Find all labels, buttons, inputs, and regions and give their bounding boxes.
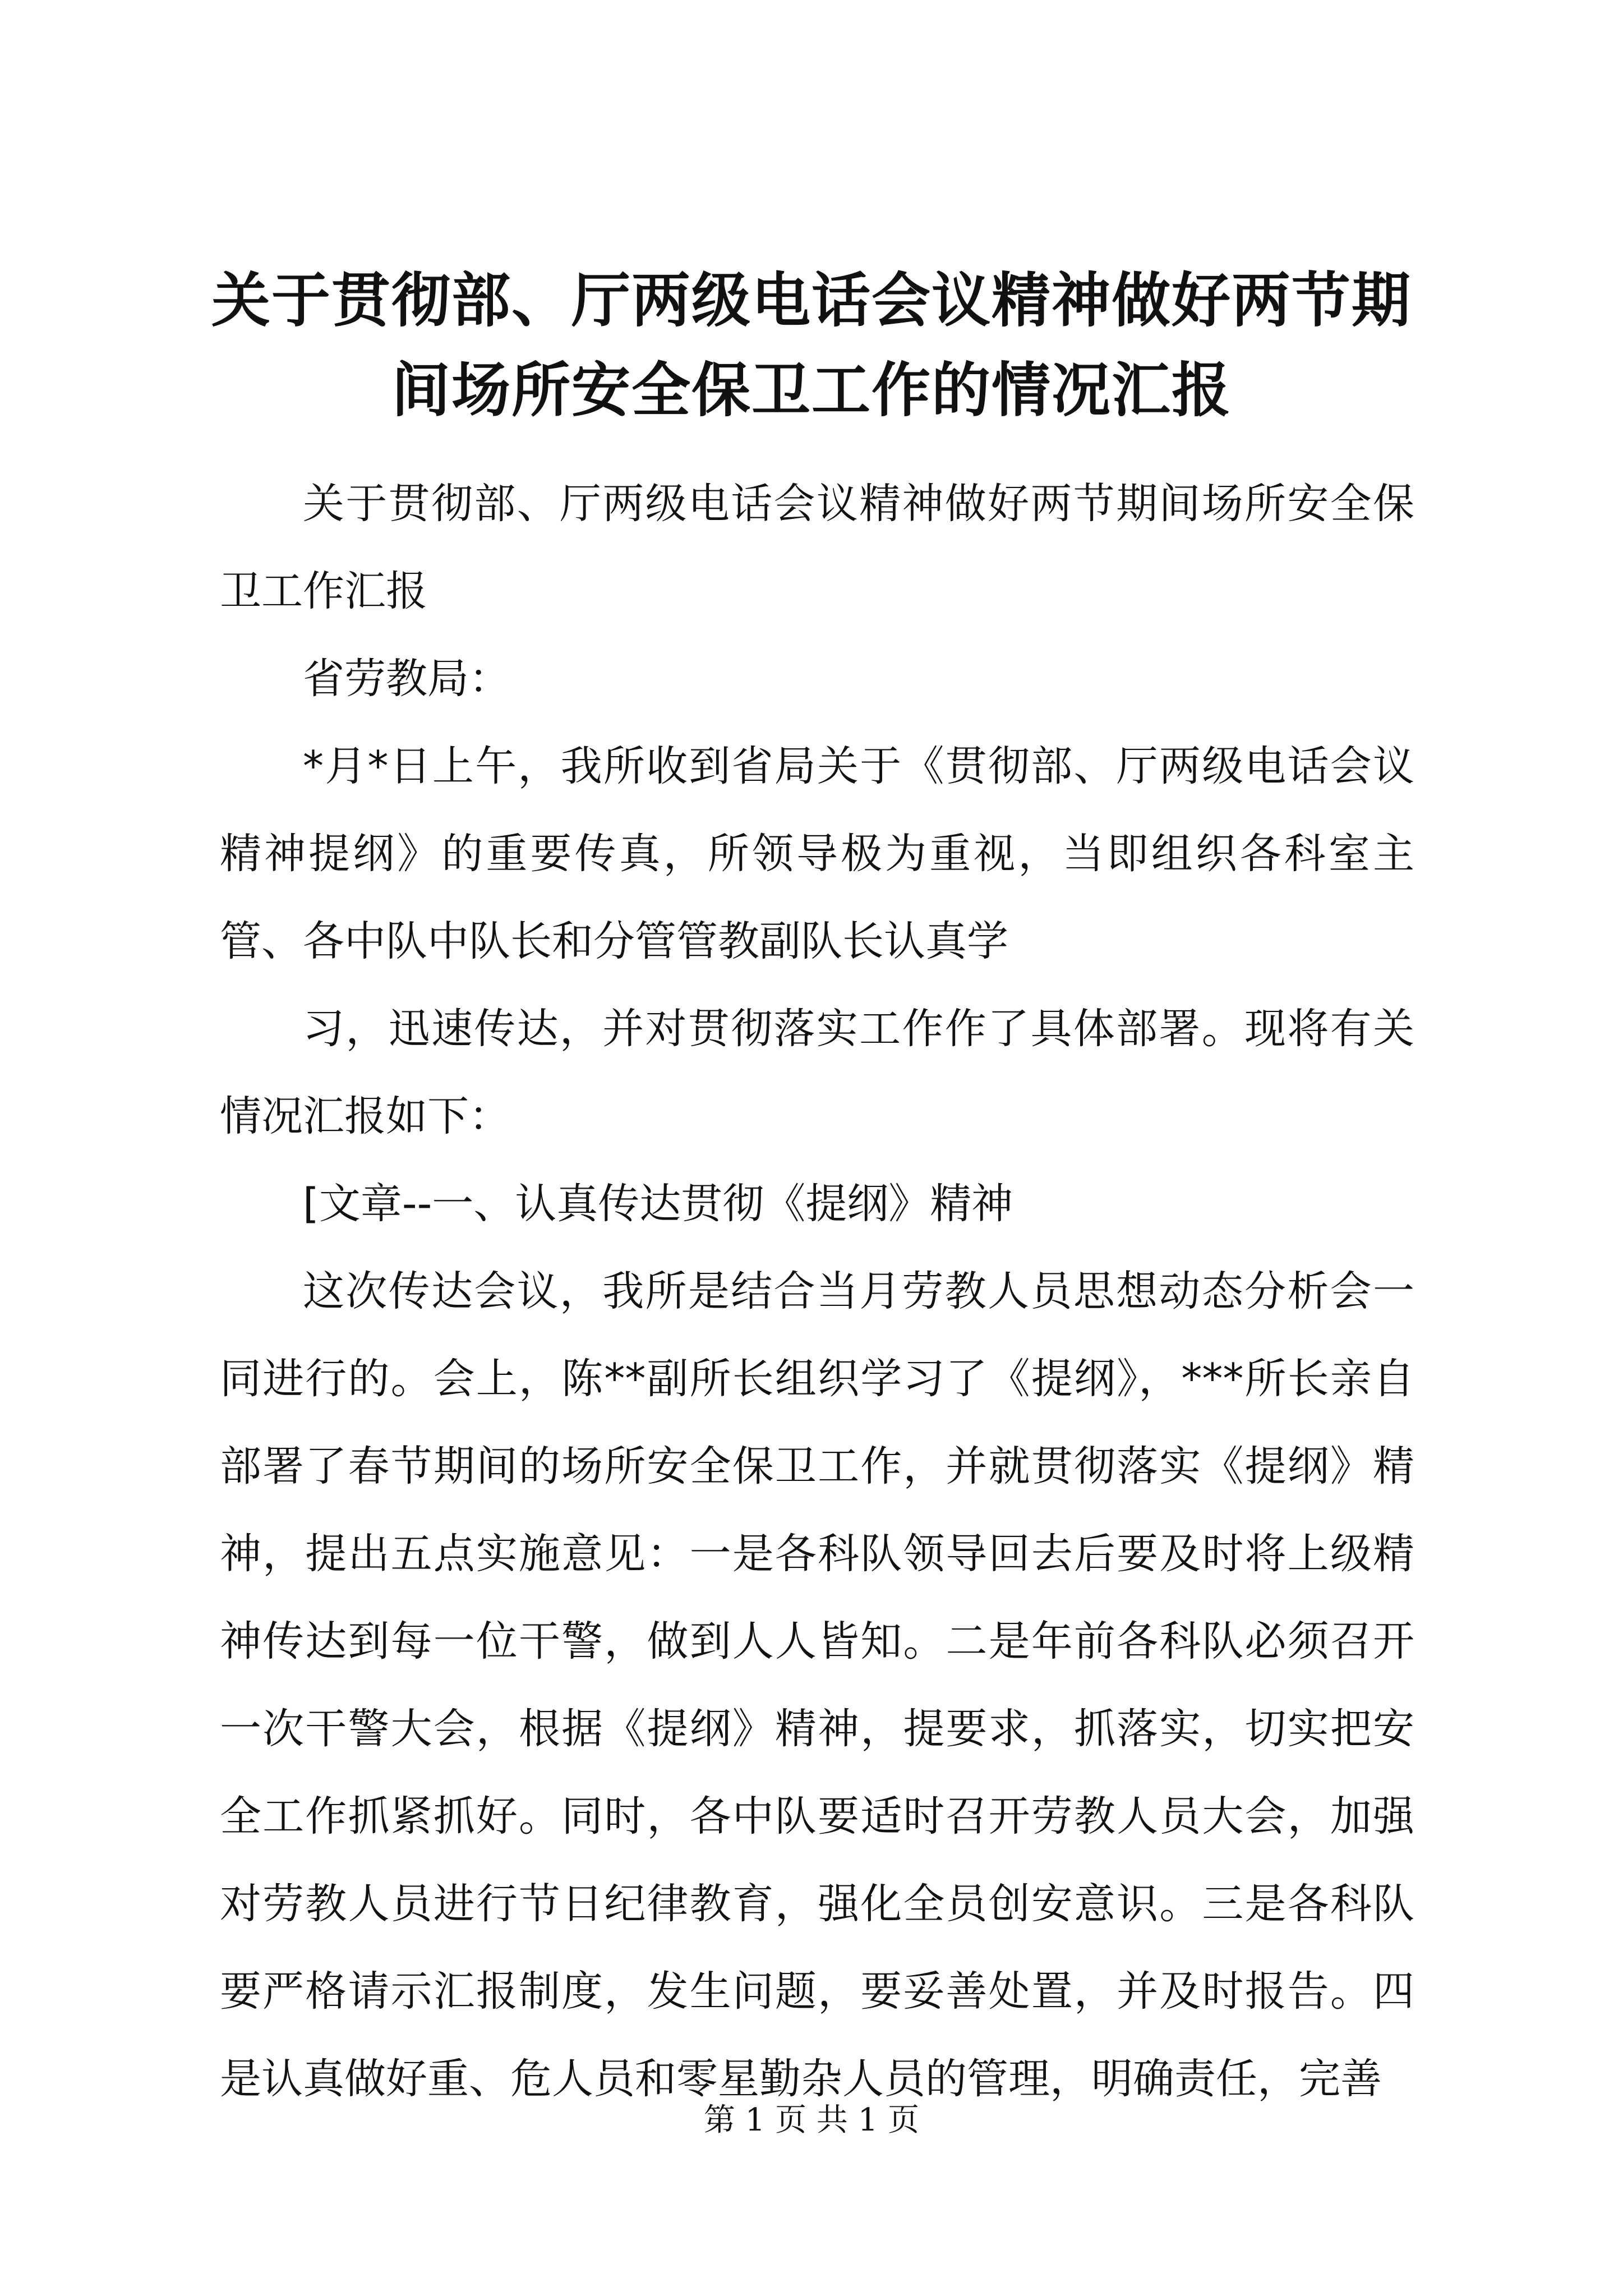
paragraph-section-1: 这次传达会议，我所是结合当月劳教人员思想动态分析会一同进行的。会上，陈**副所长组织学习了《提纲》，***所长亲自部署了春节期间的场所安全保卫工作，并就贯彻落实《提纲》精神，提出五点实施意见：一是各科队领导回去后要及时将上级精神传达到每一位干警，做到人人皆知。二是年前各科队必须召开一次干警大会，根据《提纲》精神，提要求，抓落实，切实把安全工作抓紧抓好。同时，各中队要适时召开劳教人员大会，加强对劳教人员进行节日纪律教育，强化全员创安意识。三是各科队要严格请示汇报制度，发生问题，要妥善处置，并及时报告。四是认真做好重、危人员和零星勤杂人员的管理，明确责任，完善: [220, 1267, 1414, 2103]
title-line-1: 关于贯彻部、厅两级电话会议精神做好两节期: [211, 265, 1412, 335]
paragraph-intro-continued: 习，迅速传达，并对贯彻落实工作作了具体部署。现将有关情况汇报如下：: [220, 1005, 1414, 1140]
section-heading-1: [文章--一、认真传达贯彻《提纲》精神: [303, 1180, 1013, 1228]
title-line-2: 间场所安全保卫工作的情况汇报: [391, 355, 1232, 425]
page-number: 第 1 页 共 1 页: [703, 2102, 920, 2138]
paragraph-subtitle: 关于贯彻部、厅两级电话会议精神做好两节期间场所安全保卫工作汇报: [220, 480, 1414, 615]
paragraph-intro: *月*日上午，我所收到省局关于《贯彻部、厅两级电话会议精神提纲》的重要传真，所领导极为重视，当即组织各科室主管、各中队中队长和分管管教副队长认真学: [220, 742, 1414, 965]
document-title: [168, 255, 1455, 435]
page-footer: [0, 2098, 1623, 2143]
document-body: [220, 460, 1414, 2123]
paragraph-salutation: 省劳教局：: [303, 655, 510, 703]
